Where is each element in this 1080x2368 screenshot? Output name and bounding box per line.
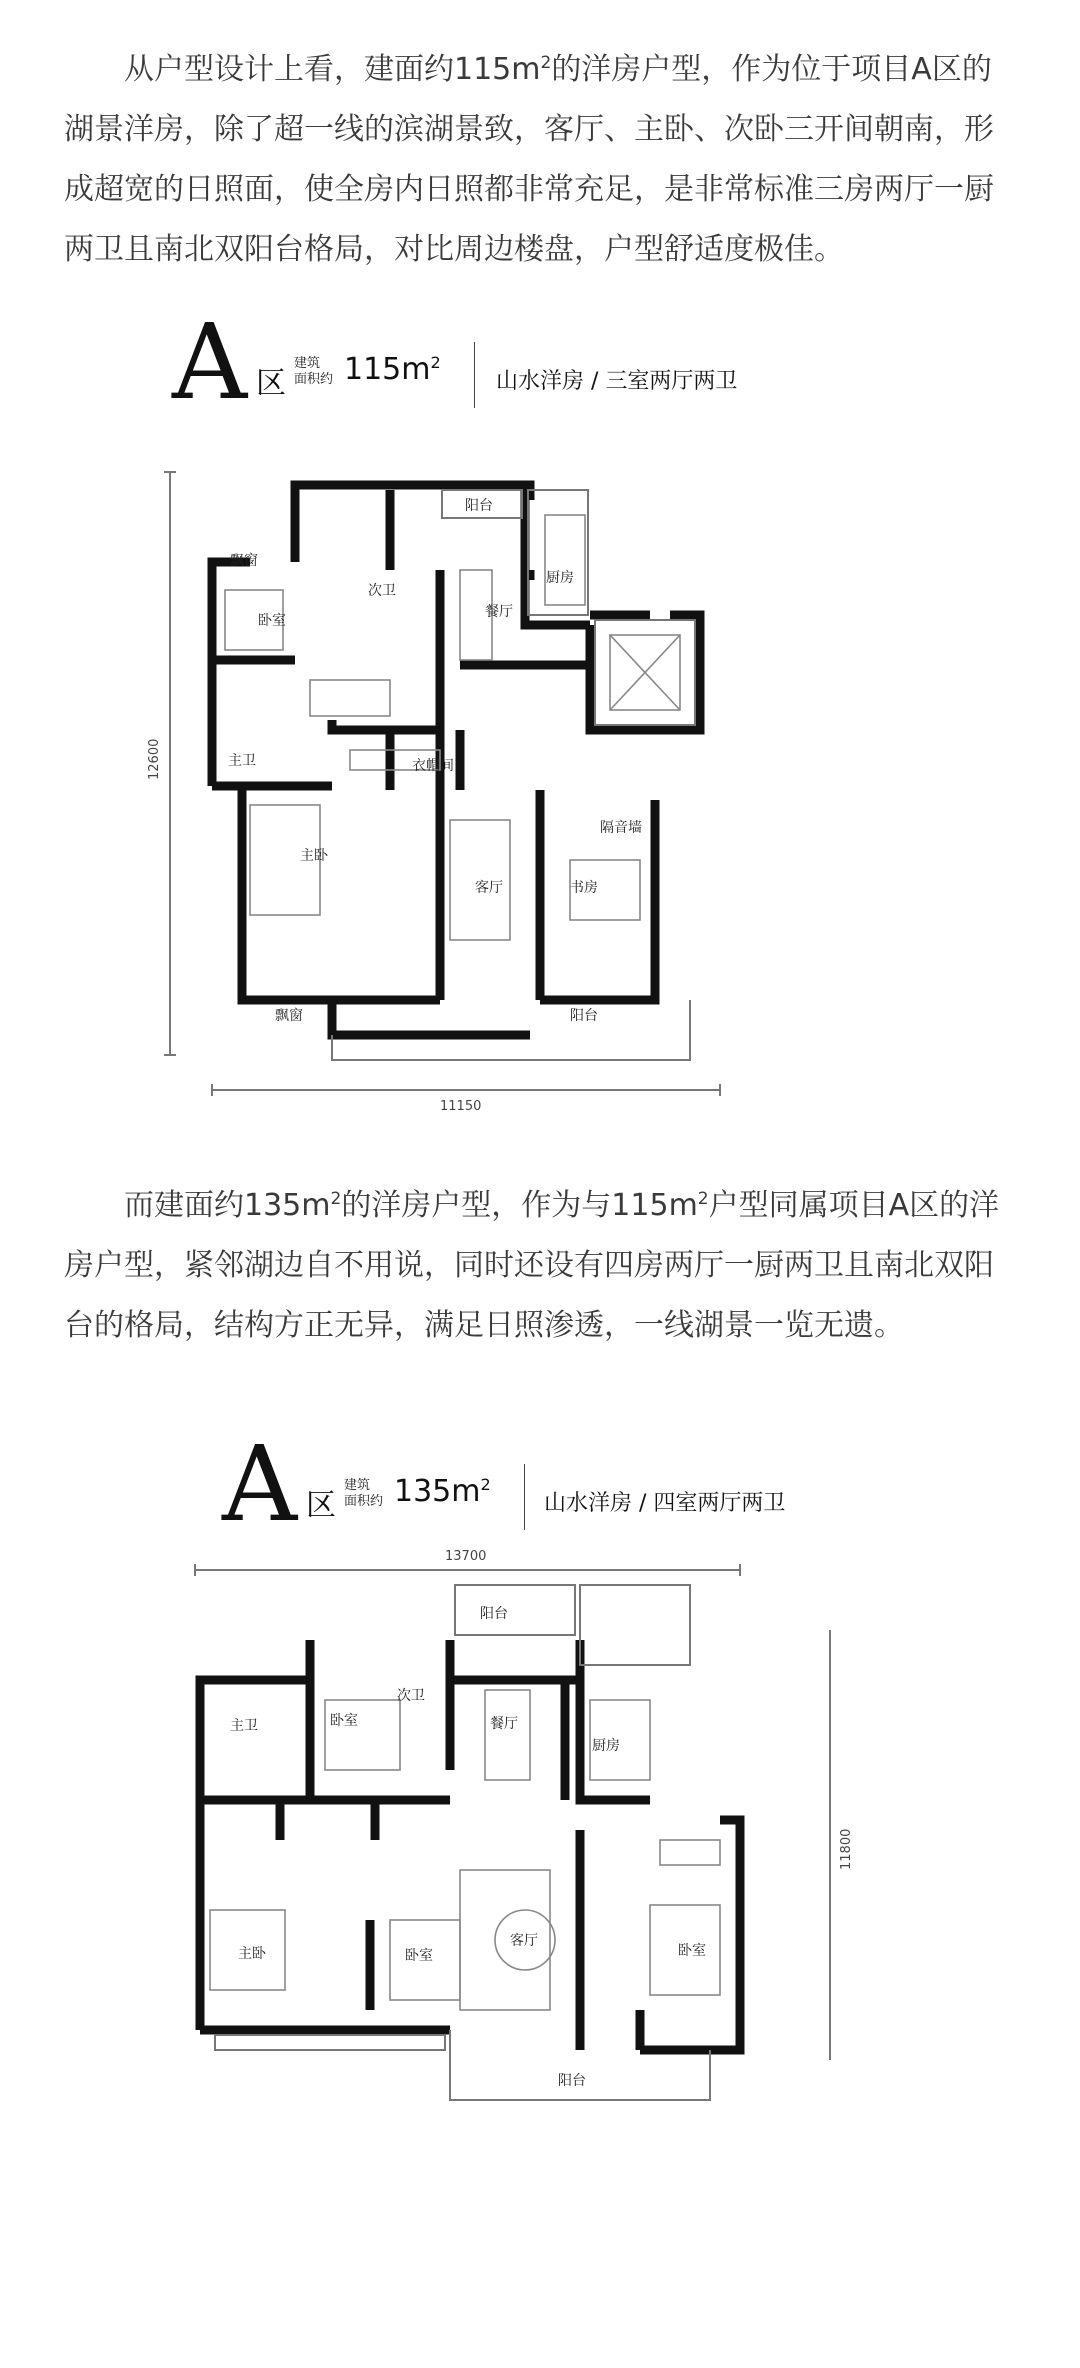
intro-paragraph-135: 而建面约$135m^2$的洋房户型，作为与$115m^2$户型同属项目A区的洋房户型，紧邻湖边自不用说，同时还设有四房两厅一厨两卫且南北双阳台的格局，结构方正无异，满足日照渗透，一线湖景一览无遗。 (64, 1188, 1000, 1343)
room-master-bath: 主卫 (228, 753, 256, 769)
floor-plan-135 (180, 1540, 880, 2120)
title-divider (524, 1464, 525, 1530)
area-value: $135m^2$ (394, 1474, 491, 1509)
room-master-bedroom: 主卧 (238, 1946, 266, 1962)
floor-plan-115 (147, 460, 800, 1120)
height-dimension: 11800 (839, 1828, 854, 1870)
room-second-bath: 次卫 (397, 1688, 425, 1704)
area-caption: 建筑 面积约 (344, 1478, 384, 1509)
height-dimension: 12600 (147, 738, 162, 780)
zone-label: 区 (306, 1488, 336, 1523)
room-kitchen: 厨房 (592, 1738, 620, 1754)
zone-label: 区 (256, 366, 286, 401)
room-bedroom-mid: 卧室 (405, 1948, 433, 1964)
room-master-bedroom: 主卧 (300, 848, 328, 864)
layout-description: 山水洋房 / 四室两厅两卫 (544, 1491, 786, 1516)
zone-letter: A (172, 301, 248, 423)
room-bedroom-right: 卧室 (678, 1943, 706, 1959)
room-bedroom: 卧室 (258, 613, 286, 629)
layout-description: 山水洋房 / 三室两厅两卫 (496, 369, 738, 394)
room-bay-window-bottom: 飘窗 (275, 1008, 303, 1024)
width-dimension: 13700 (445, 1549, 487, 1564)
room-balcony-south: 阳台 (558, 2073, 586, 2089)
width-dimension: 11150 (440, 1099, 482, 1114)
plan-title-115 (172, 301, 792, 423)
room-bedroom-top: 卧室 (330, 1713, 358, 1729)
room-dining: 餐厅 (485, 604, 513, 620)
plan-title-135 (222, 1423, 786, 1545)
room-master-bath: 主卫 (230, 1718, 258, 1734)
room-partition: 隔音墙 (600, 820, 642, 836)
zone-letter: A (222, 1423, 298, 1545)
area-caption: 建筑 面积约 (294, 356, 334, 387)
room-balcony-south: 阳台 (570, 1008, 598, 1024)
room-dining: 餐厅 (490, 1716, 518, 1732)
room-balcony-north: 阳台 (480, 1606, 508, 1622)
room-balcony-north: 阳台 (465, 498, 493, 514)
room-kitchen: 厨房 (546, 570, 574, 586)
room-living: 客厅 (510, 1933, 538, 1949)
room-living: 客厅 (475, 880, 503, 896)
intro-paragraph-115: 从户型设计上看，建面约$115m^2$的洋房户型，作为位于项目A区的湖景洋房，除了超一线的滨湖景致，客厅、主卧、次卧三开间朝南，形成超宽的日照面，使全房内日照都非常充足，是非常标准三房两厅一厨两卫且南北双阳台格局，对比周边楼盘，户型舒适度极佳。 (64, 52, 994, 267)
title-divider (474, 342, 475, 408)
room-second-bath: 次卫 (368, 583, 396, 599)
room-study: 书房 (570, 880, 598, 896)
room-walk-in-closet: 衣帽间 (412, 758, 454, 774)
area-value: $115m^2$ (344, 352, 441, 387)
room-bay-window-top: 飘窗 (230, 553, 258, 569)
